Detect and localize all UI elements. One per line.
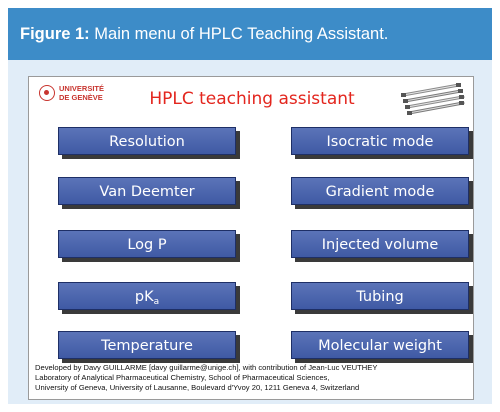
temperature-button[interactable] <box>58 331 236 359</box>
pka-button-subscript: a <box>153 297 160 307</box>
log-p-button-label: Log P <box>127 237 167 253</box>
molecular-weight-button-label: Molecular weight <box>318 338 442 354</box>
pka-button[interactable] <box>58 282 236 310</box>
molecular-weight-button[interactable] <box>291 331 469 359</box>
tubing-button[interactable] <box>291 282 469 310</box>
temperature-button-label: Temperature <box>101 338 193 354</box>
credits-line-3: University of Geneva, University of Lausanne, Boulevard d'Yvoy 20, 1211 Geneva 4, Switzerland <box>35 383 360 392</box>
hplc-columns-icon <box>399 81 465 117</box>
gradient-mode-button[interactable] <box>291 177 469 205</box>
resolution-button[interactable] <box>58 127 236 155</box>
logo-line-2: DE GENÈVE <box>59 93 103 102</box>
credits <box>35 363 471 393</box>
credits-line-1: Developed by Davy GUILLARME [davy guillarme@unige.ch], with contribution of Jean-Luc VEUTHEY <box>35 363 378 372</box>
van-deemter-button-label: Van Deemter <box>99 184 195 200</box>
figure-label: Figure 1: <box>20 25 90 43</box>
resolution-button-label: Resolution <box>109 134 185 150</box>
credits-line-2: Laboratory of Analytical Pharmaceutical Chemistry, School of Pharmaceutical Sciences, <box>35 373 330 382</box>
app-title: HPLC teaching assistant <box>149 89 355 109</box>
logo-line-1: UNIVERSITÉ <box>59 84 105 93</box>
pka-button-label: pK <box>134 289 154 305</box>
figure <box>8 8 492 404</box>
figure-caption-text: Main menu of HPLC Teaching Assistant. <box>94 25 389 43</box>
log-p-button[interactable] <box>58 230 236 258</box>
gradient-mode-button-label: Gradient mode <box>325 184 435 200</box>
injected-volume-button-label: Injected volume <box>321 237 439 253</box>
van-deemter-button[interactable] <box>58 177 236 205</box>
injected-volume-button[interactable] <box>291 230 469 258</box>
isocratic-mode-button[interactable] <box>291 127 469 155</box>
figure-caption <box>8 8 492 60</box>
tubing-button-label: Tubing <box>356 289 404 305</box>
app-window <box>28 76 474 400</box>
isocratic-mode-button-label: Isocratic mode <box>326 134 434 150</box>
